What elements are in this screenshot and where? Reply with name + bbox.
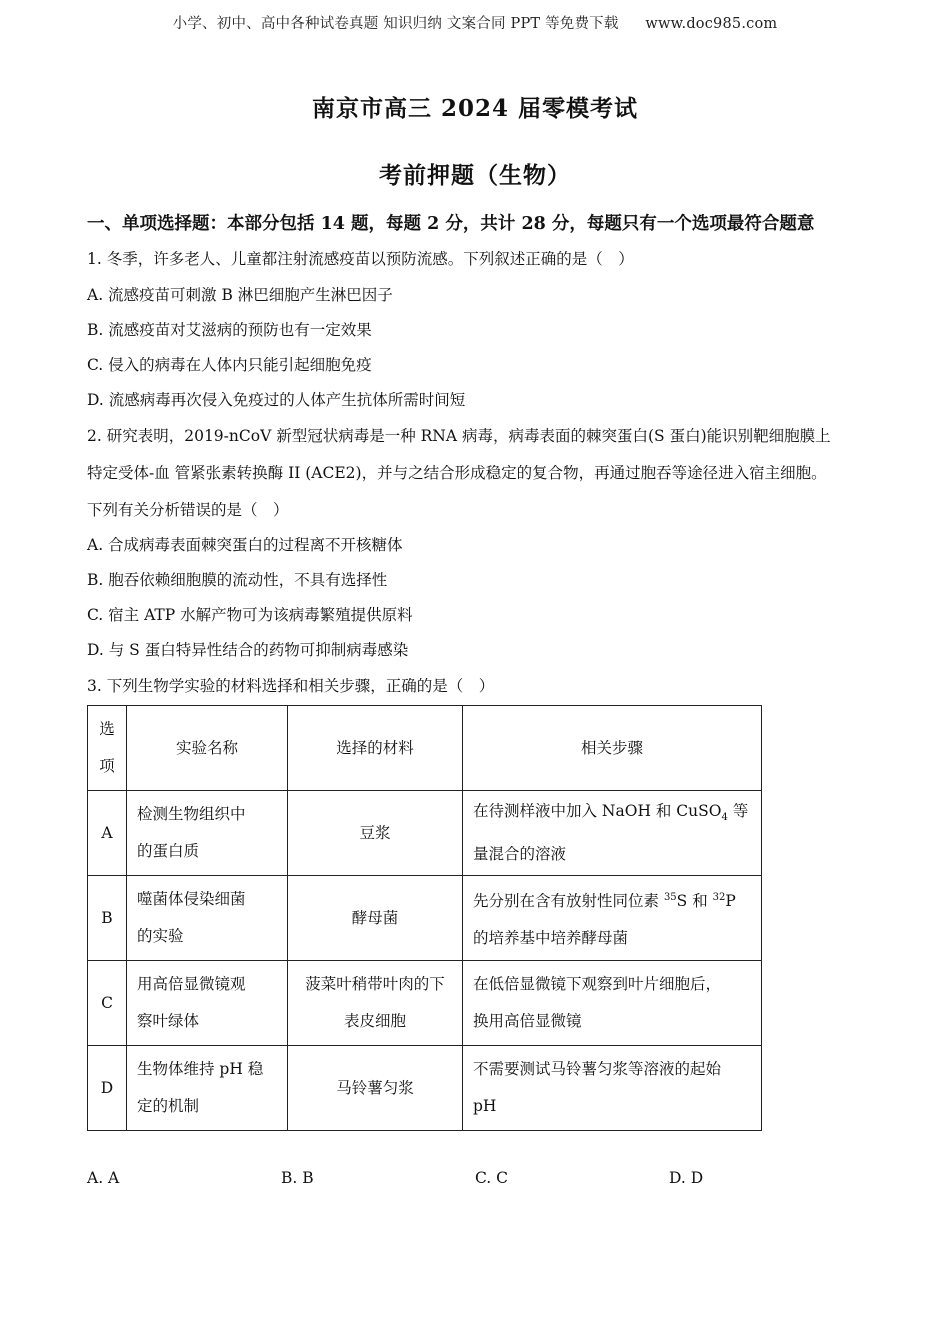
header-name: 实验名称 bbox=[127, 706, 288, 791]
q1-option-c: C. 侵入的病毒在人体内只能引起细胞免疫 bbox=[87, 356, 372, 374]
q2-stem-line2: 特定受体-血 管紧张素转换酶 II (ACE2)，并与之结合形成稳定的复合物，再通过胞吞等途径进入宿主细胞。 bbox=[87, 464, 827, 482]
table-row bbox=[88, 876, 762, 961]
row-steps-line2: 换用高倍显微镜 bbox=[473, 1012, 582, 1030]
row-option: C bbox=[88, 961, 127, 1046]
row-steps bbox=[463, 791, 762, 876]
row-material: 豆浆 bbox=[288, 791, 463, 876]
row-material bbox=[288, 961, 463, 1046]
q1-stem: 1. 冬季，许多老人、儿童都注射流感疫苗以预防流感。下列叙述正确的是（ ） bbox=[87, 250, 634, 268]
row-option: D bbox=[88, 1046, 127, 1131]
row-steps bbox=[463, 1046, 762, 1131]
row-option: B bbox=[88, 876, 127, 961]
step-text: 先分别在含有放射性同位素 bbox=[473, 892, 664, 911]
table-header-row bbox=[88, 706, 762, 791]
row-steps-line2: 的培养基中培养酵母菌 bbox=[473, 929, 629, 948]
step-text: P bbox=[725, 892, 736, 911]
row-name-line2: 的蛋白质 bbox=[137, 842, 200, 860]
answer-c: C. C bbox=[475, 1169, 509, 1187]
row-material: 酵母菌 bbox=[288, 876, 463, 961]
row-name-line1: 生物体维持 pH 稳 bbox=[137, 1060, 264, 1078]
table-row bbox=[88, 961, 762, 1046]
row-material-line1: 菠菜叶稍带叶肉的下 bbox=[305, 975, 445, 993]
answer-b: B. B bbox=[281, 1169, 314, 1187]
step-superscript: 35 bbox=[663, 891, 677, 903]
table-row bbox=[88, 791, 762, 876]
row-option: A bbox=[88, 791, 127, 876]
q3-table bbox=[87, 705, 762, 1131]
q2-option-a: A. 合成病毒表面棘突蛋白的过程离不开核糖体 bbox=[87, 536, 403, 554]
header-option-line2: 项 bbox=[99, 757, 115, 775]
row-name bbox=[127, 1046, 288, 1131]
row-steps bbox=[463, 876, 762, 961]
row-steps-line2: pH bbox=[473, 1097, 497, 1115]
header-material: 选择的材料 bbox=[288, 706, 463, 791]
q2-option-b: B. 胞吞依赖细胞膜的流动性，不具有选择性 bbox=[87, 571, 388, 589]
row-steps-line1: 在低倍显微镜下观察到叶片细胞后， bbox=[473, 975, 722, 993]
row-steps-line1 bbox=[473, 879, 761, 920]
q1-option-a: A. 流感疫苗可刺激 B 淋巴细胞产生淋巴因子 bbox=[87, 286, 393, 304]
row-name bbox=[127, 791, 288, 876]
row-name-line2: 察叶绿体 bbox=[137, 1012, 200, 1030]
row-name bbox=[127, 961, 288, 1046]
step-text: 等 bbox=[727, 801, 749, 820]
step-text: 在待测样液中加入 NaOH 和 CuSO bbox=[473, 801, 722, 820]
exam-title: 南京市高三 2024 届零模考试 bbox=[311, 95, 639, 122]
row-material: 马铃薯匀浆 bbox=[288, 1046, 463, 1131]
q2-stem-line1: 2. 研究表明，2019-nCoV 新型冠状病毒是一种 RNA 病毒，病毒表面的棘突蛋白(S 蛋白)能识别靶细胞膜上 bbox=[87, 427, 831, 445]
row-name-line2: 定的机制 bbox=[137, 1097, 200, 1115]
row-material-line2: 表皮细胞 bbox=[343, 1012, 406, 1030]
q1-option-b: B. 流感疫苗对艾滋病的预防也有一定效果 bbox=[87, 321, 372, 339]
row-name-line1: 检测生物组织中 bbox=[137, 805, 246, 823]
header-steps: 相关步骤 bbox=[463, 706, 762, 791]
step-text: S 和 bbox=[676, 892, 713, 911]
row-name-line1: 噬菌体侵染细菌 bbox=[137, 890, 246, 908]
row-steps-line1 bbox=[473, 793, 761, 836]
row-name-line2: 的实验 bbox=[137, 927, 184, 945]
row-name-line1: 用高倍显微镜观 bbox=[137, 975, 246, 993]
header-option-line1: 选 bbox=[99, 720, 115, 738]
header-site[interactable]: www.doc985.com bbox=[645, 16, 778, 32]
q2-option-d: D. 与 S 蛋白特异性结合的药物可抑制病毒感染 bbox=[87, 641, 409, 659]
step-subscript: 4 bbox=[721, 812, 728, 824]
row-steps-line2: 量混合的溶液 bbox=[473, 845, 567, 864]
exam-subtitle: 考前押题（生物） bbox=[379, 162, 571, 189]
page-header bbox=[0, 12, 950, 33]
answer-a: A. A bbox=[87, 1169, 120, 1187]
header-option bbox=[88, 706, 127, 791]
answer-d: D. D bbox=[669, 1169, 704, 1187]
section-heading: 一、单项选择题：本部分包括 14 题，每题 2 分，共计 28 分，每题只有一个选项最符合题意 bbox=[87, 214, 815, 234]
header-text: 小学、初中、高中各种试卷真题 知识归纳 文案合同 PPT 等免费下载 bbox=[172, 16, 619, 32]
row-name bbox=[127, 876, 288, 961]
q1-option-d: D. 流感病毒再次侵入免疫过的人体产生抗体所需时间短 bbox=[87, 391, 466, 409]
q3-stem: 3. 下列生物学实验的材料选择和相关步骤，正确的是（ ） bbox=[87, 677, 495, 695]
step-superscript: 32 bbox=[712, 891, 726, 903]
q2-option-c: C. 宿主 ATP 水解产物可为该病毒繁殖提供原料 bbox=[87, 606, 413, 624]
row-steps bbox=[463, 961, 762, 1046]
table-row bbox=[88, 1046, 762, 1131]
q2-stem-line3: 下列有关分析错误的是（ ） bbox=[87, 501, 289, 519]
row-steps-line1: 不需要测试马铃薯匀浆等溶液的起始 bbox=[473, 1060, 722, 1078]
